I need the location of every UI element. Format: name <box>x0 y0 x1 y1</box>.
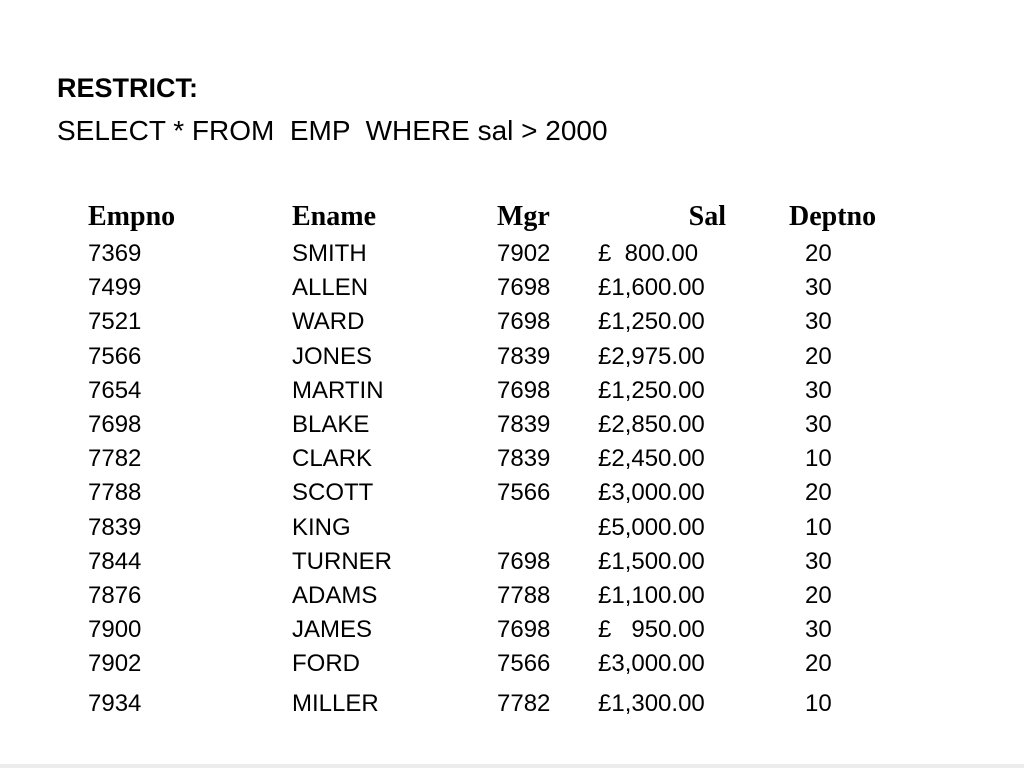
cell-ename: JONES <box>292 342 373 370</box>
cell-sal: £5,000.00 <box>598 513 705 541</box>
cell-empno: 7839 <box>88 513 142 541</box>
cell-sal: £1,300.00 <box>598 689 705 717</box>
cell-mgr: 7788 <box>497 582 551 609</box>
cell-ename: ADAMS <box>292 582 378 609</box>
cell-deptno: 20 <box>805 479 832 507</box>
cell-empno: 7902 <box>88 650 142 678</box>
cell-empno: 7782 <box>88 445 142 473</box>
cell-empno: 7698 <box>88 411 142 438</box>
cell-empno: 7934 <box>88 689 142 717</box>
cell-mgr: 7566 <box>497 650 551 678</box>
cell-sal: £1,250.00 <box>598 376 705 404</box>
cell-deptno: 30 <box>805 308 832 336</box>
column-header-empno: Empno <box>88 201 176 232</box>
cell-ename: MILLER <box>292 689 379 717</box>
cell-deptno: 30 <box>805 376 832 404</box>
cell-empno: 7566 <box>88 342 142 370</box>
cell-ename: SCOTT <box>292 479 374 507</box>
cell-ename: TURNER <box>292 547 392 575</box>
cell-empno: 7900 <box>88 616 142 644</box>
cell-ename: ALLEN <box>292 274 369 302</box>
cell-deptno: 30 <box>805 411 832 438</box>
cell-sal: £ 950.00 <box>598 616 705 644</box>
cell-mgr: 7698 <box>497 274 551 302</box>
cell-ename: CLARK <box>292 445 373 473</box>
cell-mgr: 7698 <box>497 376 551 404</box>
cell-sal: £3,000.00 <box>598 479 705 507</box>
cell-sal: £2,450.00 <box>598 445 705 473</box>
cell-deptno: 20 <box>805 582 832 609</box>
cell-deptno: 20 <box>805 240 832 267</box>
cell-empno: 7369 <box>88 240 142 267</box>
slide-heading: RESTRICT: <box>57 73 198 103</box>
cell-mgr: 7698 <box>497 616 551 644</box>
cell-deptno: 30 <box>805 274 832 302</box>
cell-ename: SMITH <box>292 240 367 267</box>
cell-mgr: 7566 <box>497 479 551 507</box>
cell-deptno: 20 <box>805 650 832 678</box>
cell-mgr: 7839 <box>497 445 551 473</box>
cell-sal: £3,000.00 <box>598 650 705 678</box>
cell-ename: JAMES <box>292 616 373 644</box>
cell-sal: £2,975.00 <box>598 342 705 370</box>
cell-empno: 7521 <box>88 308 142 336</box>
cell-mgr: 7698 <box>497 547 551 575</box>
cell-deptno: 30 <box>805 547 832 575</box>
cell-ename: MARTIN <box>292 376 384 404</box>
cell-deptno: 20 <box>805 342 832 370</box>
footer-divider <box>0 764 1024 768</box>
cell-sal: £ 800.00 <box>598 240 699 267</box>
sql-query: SELECT * FROM EMP WHERE sal > 2000 <box>57 115 608 146</box>
cell-ename: FORD <box>292 650 360 678</box>
cell-deptno: 10 <box>805 689 832 717</box>
cell-empno: 7499 <box>88 274 142 302</box>
cell-deptno: 10 <box>805 445 832 473</box>
cell-mgr: 7902 <box>497 240 551 267</box>
column-header-deptno: Deptno <box>789 201 877 232</box>
column-header-sal: Sal <box>688 201 726 232</box>
cell-mgr: 7839 <box>497 411 551 438</box>
column-header-ename: Ename <box>292 201 376 232</box>
cell-ename: WARD <box>292 308 365 336</box>
cell-mgr: 7839 <box>497 342 551 370</box>
cell-ename: BLAKE <box>292 411 370 438</box>
cell-sal: £1,250.00 <box>598 308 705 336</box>
cell-deptno: 10 <box>805 513 832 541</box>
column-header-mgr: Mgr <box>497 201 550 232</box>
cell-empno: 7654 <box>88 376 142 404</box>
cell-sal: £2,850.00 <box>598 411 705 438</box>
cell-deptno: 30 <box>805 616 832 644</box>
cell-sal: £1,100.00 <box>598 582 705 609</box>
cell-mgr: 7698 <box>497 308 551 336</box>
cell-ename: KING <box>292 513 351 541</box>
cell-sal: £1,500.00 <box>598 547 705 575</box>
cell-empno: 7788 <box>88 479 142 507</box>
cell-empno: 7876 <box>88 582 142 609</box>
cell-mgr: 7782 <box>497 689 551 717</box>
cell-sal: £1,600.00 <box>598 274 705 302</box>
cell-empno: 7844 <box>88 547 142 575</box>
